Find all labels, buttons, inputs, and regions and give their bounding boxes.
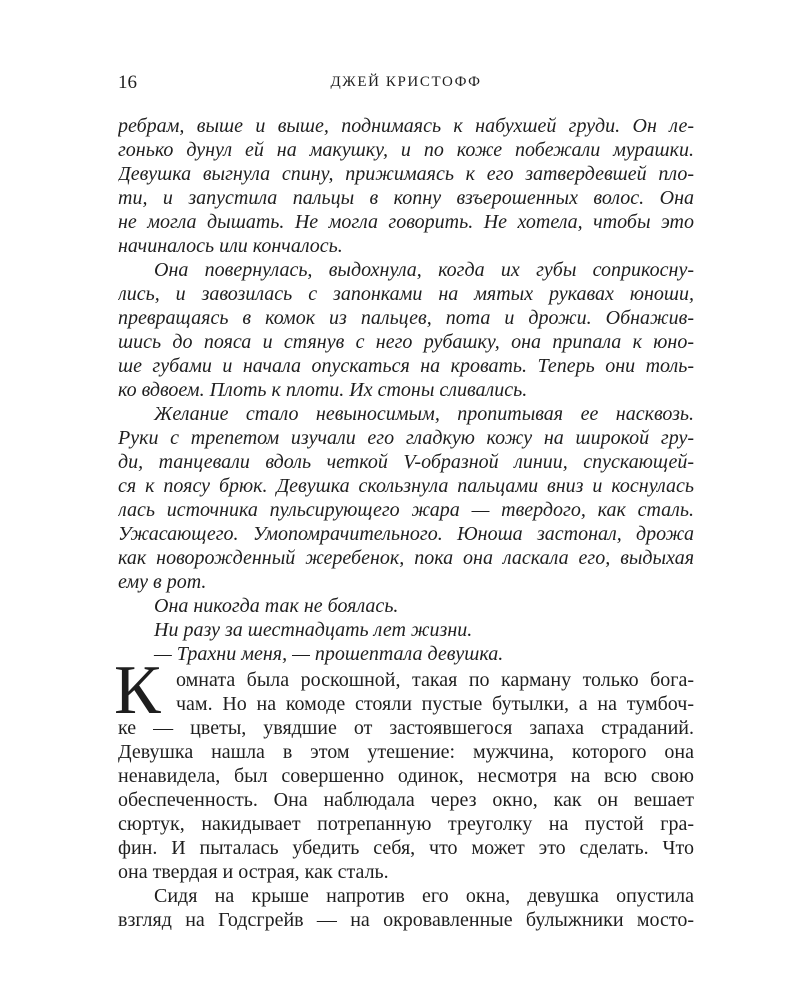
italic-line: превращаясь в комок из пальцев, пота и дрожи. Обнажив- [118, 307, 694, 329]
italic-line: лись, и завозилась с запонками на мятых рукавах юноши, [118, 283, 694, 305]
body-line: взгляд на Годсгрейв — на окровавленные булыжники мосто- [118, 909, 694, 931]
drop-cap: К [114, 652, 161, 729]
body-line: омната была роскошной, такая по карману только бога- [176, 669, 694, 691]
body-line: чам. Но на комоде стояли пустые бутылки, а на тумбоч- [176, 693, 694, 715]
page-number: 16 [118, 72, 137, 93]
italic-line: Ни разу за шестнадцать лет жизни. [154, 619, 473, 641]
italic-line: — Трахни меня, — прошептала девушка. [154, 643, 504, 665]
italic-line: ди, танцевали вдоль четкой V-образной линии, спускающей- [118, 451, 694, 473]
italic-line: ся к поясу брюк. Девушка скользнула пальцами вниз и коснулась [118, 475, 694, 497]
italic-line: шись до пояса и стянув с него рубашку, она припала к юно- [118, 331, 694, 353]
italic-line: ребрам, выше и выше, поднимаясь к набухшей груди. Он ле- [118, 115, 694, 137]
italic-line: Желание стало невыносимым, пропитывая ее насквозь. [154, 403, 694, 425]
body-line: сюртук, накидывает потрепанную треуголку на пустой гра- [118, 813, 694, 835]
italic-line: как новорожденный жеребенок, пока она ласкала его, выдыхая [118, 547, 694, 569]
italic-line: не могла дышать. Не могла говорить. Не хотела, чтобы это [118, 211, 694, 233]
italic-line: гонько дунул ей на макушку, и по коже побежали мурашки. [118, 139, 694, 161]
body-line: она твердая и острая, как сталь. [118, 861, 389, 883]
italic-line: ше губами и начала опускаться на кровать. Теперь они толь- [118, 355, 694, 377]
italic-line: ко вдвоем. Плоть к плоти. Их стоны сливались. [118, 379, 528, 401]
body-line: ненавидела, был совершенно одинок, несмотря на всю свою [118, 765, 694, 787]
italic-line: Она повернулась, выдохнула, когда их губы соприкосну- [154, 259, 694, 281]
italic-line: лась источника пульсирующего жара — твердого, как сталь. [118, 499, 694, 521]
italic-line: Руки с трепетом изучали его гладкую кожу на широкой гру- [118, 427, 694, 449]
body-line: ке — цветы, увядшие от застоявшегося запаха страданий. [118, 717, 694, 739]
italic-line: Ужасающего. Умопомрачительного. Юноша застонал, дрожа [118, 523, 694, 545]
italic-line: ти, и запустила пальцы в копну взъерошенных волос. Она [118, 187, 694, 209]
body-line: Сидя на крыше напротив его окна, девушка опустила [154, 885, 694, 907]
italic-line: Девушка выгнула спину, прижимаясь к его затвердевшей пло- [118, 163, 694, 185]
body-line: Девушка нашла в этом утешение: мужчина, которого она [118, 741, 694, 763]
italic-line: начиналось или кончалось. [118, 235, 343, 257]
italic-line: ему в рот. [118, 571, 207, 593]
body-line: обеспеченность. Она наблюдала через окно, как он вешает [118, 789, 694, 811]
body-line: фин. И пыталась убедить себя, что может это сделать. Что [118, 837, 694, 859]
italic-line: Она никогда так не боялась. [154, 595, 399, 617]
running-head: ДЖЕЙ КРИСТОФФ [330, 74, 482, 90]
page-header [118, 72, 694, 96]
